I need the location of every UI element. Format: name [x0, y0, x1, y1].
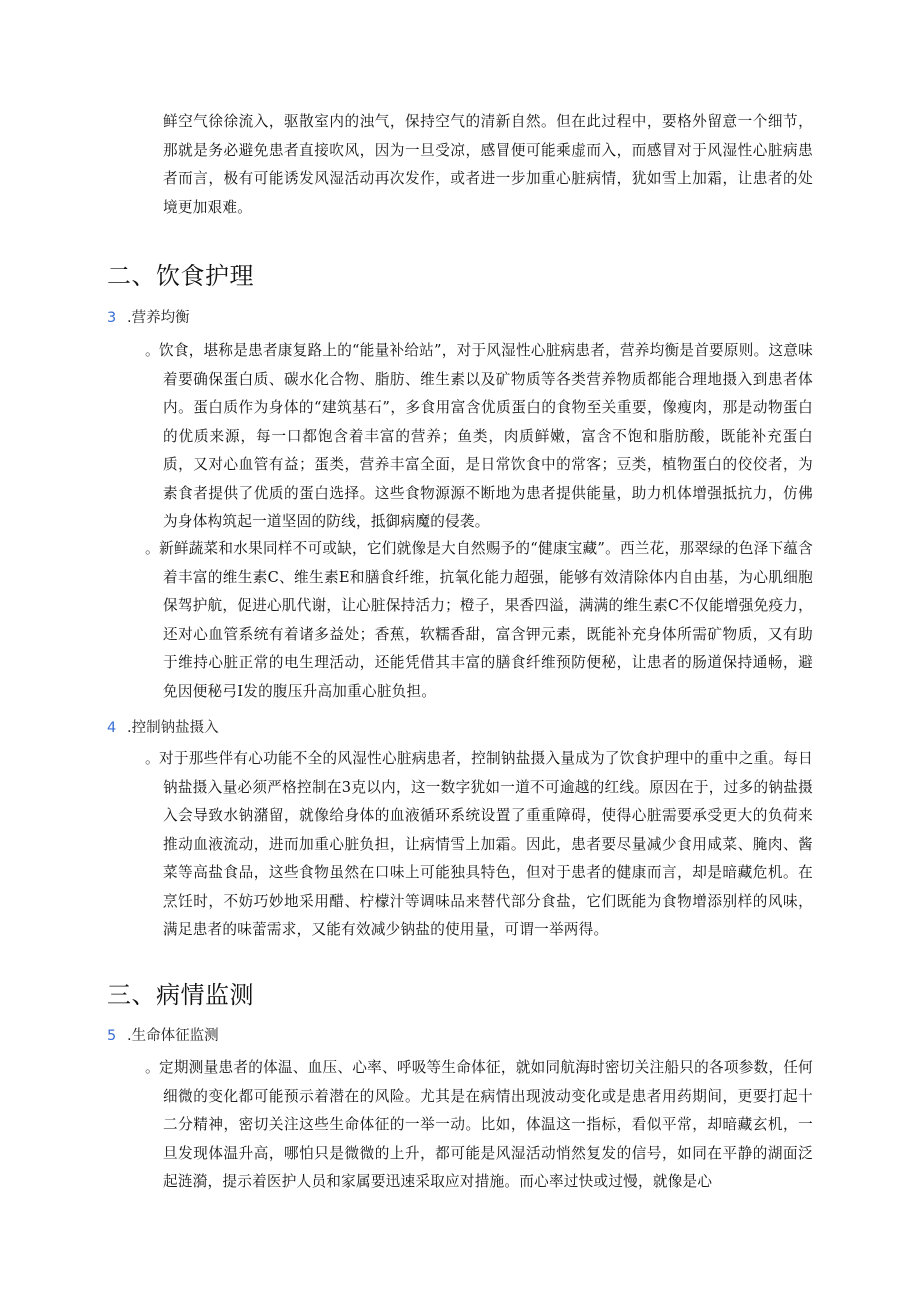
bullet-mark: 。 [145, 750, 160, 767]
subheading-nutrition [107, 306, 190, 327]
subheading-label: .控制钠盐摄入 [127, 720, 219, 736]
vitals-paragraph-1 [145, 1054, 813, 1197]
bullet-mark: 。 [145, 540, 160, 557]
nutrition-paragraph-1 [145, 337, 813, 537]
paragraph-text: 饮食，堪称是患者康复路上的“能量补给站”，对于风湿性心脏病患者，营养均衡是首要原则。这意味着要确保蛋白质、碳水化合物、脂肪、维生素以及矿物质等各类营养物质都能合理地摄入到患者体内。蛋白质作为身体的“建筑基石”，多食用富含优质蛋白的食物至关重要，像瘦肉，那是动物蛋白的优质来源，每一口都饱含着丰富的营养；鱼类，肉质鲜嫩，富含不饱和脂肪酸，既能补充蛋白质，又对心血管有益；蛋类，营养丰富全面，是日常饮食中的常客；豆类，植物蛋白的佼佼者，为素食者提供了优质的蛋白选择。这些食物源源不断地为患者提供能量，助力机体增强抵抗力，仿佛为身体构筑起一道坚固的防线，抵御病魔的侵袭。 [159, 342, 813, 530]
subheading-vitals [107, 1024, 219, 1045]
list-number: 5 [107, 1028, 117, 1044]
bullet-mark: 。 [145, 342, 160, 359]
continuation-paragraph: 鲜空气徐徐流入，驱散室内的浊气，保持空气的清新自然。但在此过程中，要格外留意一个细节，那就是务必避免患者直接吹风，因为一旦受凉，感冒便可能乘虚而入，而感冒对于风湿性心脏病患者而言，极有可能诱发风湿活动再次发作，或者进一步加重心脏病情，犹如雪上加霜，让患者的处境更加艰难。 [163, 113, 813, 216]
section-heading-monitoring: 三、病情监测 [107, 981, 254, 1009]
paragraph-text: 定期测量患者的体温、血压、心率、呼吸等生命体征，就如同航海时密切关注船只的各项参数，任何细微的变化都可能预示着潜在的风险。尤其是在病情出现波动变化或是患者用药期间，更要打起十二分精神，密切关注这些生命体征的一举一动。比如，体温这一指标，看似平常，却暗藏玄机，一旦发现体温升高，哪怕只是微微的上升，都可能是风湿活动悄然复发的信号，如同在平静的湖面泛起涟漪，提示着医护人员和家属要迅速采取应对措施。而心率过快或过慢，就像是心 [159, 1059, 813, 1190]
list-number: 4 [107, 720, 117, 736]
sodium-paragraph-1 [145, 745, 813, 945]
section-heading-diet: 二、饮食护理 [107, 262, 254, 290]
list-number: 3 [107, 310, 117, 326]
subheading-label: .营养均衡 [127, 310, 190, 326]
subheading-sodium [107, 716, 219, 737]
nutrition-paragraph-2 [145, 535, 813, 706]
paragraph-text: 新鲜蔬菜和水果同样不可或缺，它们就像是大自然赐予的“健康宝藏”。西兰花，那翠绿的色泽下蕴含着丰富的维生素C、维生素E和膳食纤维，抗氧化能力超强，能够有效清除体内自由基，为心肌细胞保驾护航，促进心肌代谢，让心脏保持活力；橙子，果香四溢，满满的维生素C不仅能增强免疫力，还对心血管系统有着诸多益处；香蕉，软糯香甜，富含钾元素，既能补充身体所需矿物质，又有助于维持心脏正常的电生理活动，还能凭借其丰富的膳食纤维预防便秘，让患者的肠道保持通畅，避免因便秘弓I发的腹压升高加重心脏负担。 [159, 540, 813, 700]
paragraph-text: 对于那些伴有心功能不全的风湿性心脏病患者，控制钠盐摄入量成为了饮食护理中的重中之重。每日钠盐摄入量必须严格控制在3克以内，这一数字犹如一道不可逾越的红线。原因在于，过多的钠盐摄入会导致水钠潴留，就像给身体的血液循环系统设置了重重障碍，使得心脏需要承受更大的负荷来推动血液流动，进而加重心脏负担，让病情雪上加霜。因此，患者要尽量减少食用咸菜、腌肉、酱菜等高盐食品，这些食物虽然在口味上可能独具特色，但对于患者的健康而言，却是暗藏危机。在烹饪时，不妨巧妙地采用醋、柠檬汁等调味品来替代部分食盐，它们既能为食物增添别样的风味，满足患者的味蕾需求，又能有效减少钠盐的使用量，可谓一举两得。 [159, 750, 813, 938]
bullet-mark: 。 [145, 1059, 160, 1076]
subheading-label: .生命体征监测 [127, 1028, 219, 1044]
